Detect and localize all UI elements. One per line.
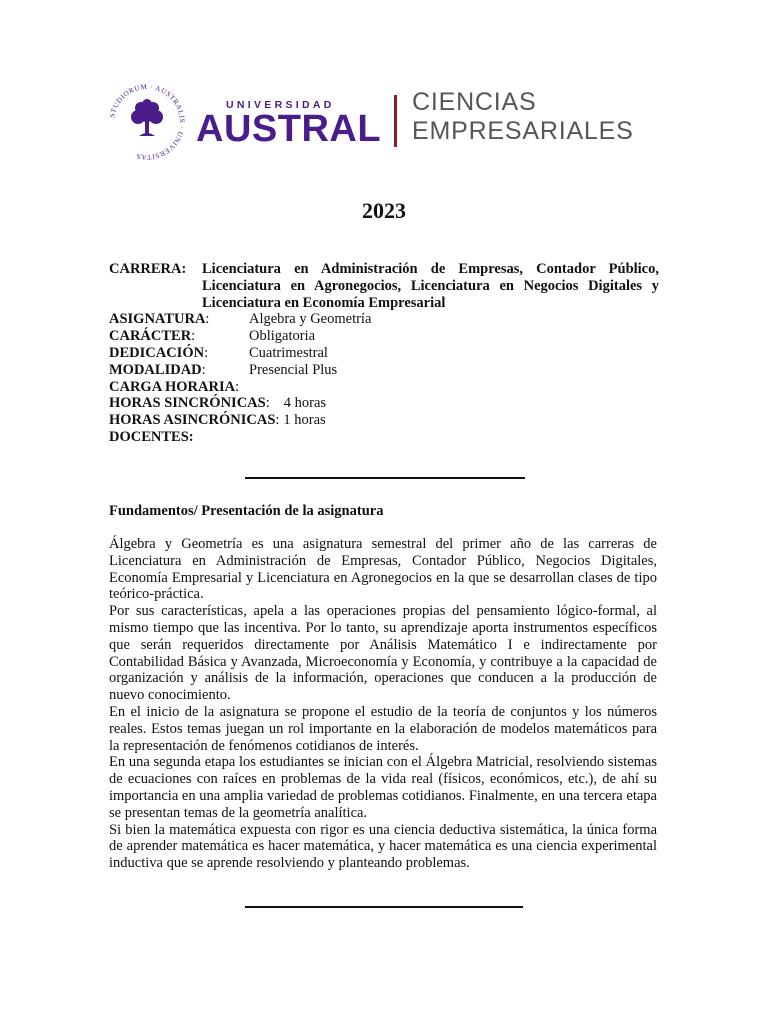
horas-sincronicas-row: HORAS SINCRÓNICAS : 4 horas [109, 395, 327, 412]
university-name: AUSTRAL [196, 108, 382, 150]
caracter-label: CARÁCTER [109, 328, 192, 345]
horas-asincronicas-value: 1 horas [283, 412, 326, 429]
paragraph: Si bien la matemática expuesta con rigor es una ciencia deductiva sistemática, la única forma de aprender matemática es hacer matemática, y hacer matemática es una ciencia experimental inductiva que se aprende resolviendo y planteando problemas. [109, 821, 657, 872]
asignatura-row: ASIGNATURA: Algebra y Geometría [109, 311, 372, 328]
divider-rule-top [245, 477, 525, 479]
section-body [109, 536, 657, 872]
horas-sincronicas-label: HORAS SINCRÓNICAS [109, 395, 266, 412]
docentes-row [109, 429, 659, 446]
modalidad-value: Presencial Plus [249, 361, 338, 378]
horas-sincronicas-value: 4 horas [283, 395, 327, 412]
dedicacion-value: Cuatrimestral [249, 344, 328, 361]
section-title: Fundamentos/ Presentación de la asignatura [109, 503, 384, 519]
dedicacion-label: DEDICACIÓN [109, 344, 205, 361]
tree-seal-icon [105, 80, 189, 164]
asignatura-value: Algebra y Geometría [249, 311, 372, 328]
paragraph: Álgebra y Geometría es una asignatura semestral del primer año de las carreras de Licenciatura en Administración de Empresas, Contador Público, Negocios Digitales, Economía Empresarial y Licenciatura en Agronegocios en la que se desarrollan clases de tipo teórico-práctica. [109, 536, 657, 603]
horas-asincronicas-label: HORAS ASINCRÓNICAS [109, 412, 276, 429]
seal-text: STUDIORUM · AUSTRALIS · UNIVERSITAS [108, 82, 187, 162]
carga-horaria-label: CARGA HORARIA [109, 378, 236, 395]
faculty-line-2: EMPRESARIALES [412, 117, 634, 145]
logo-seal [105, 80, 189, 164]
modalidad-row: MODALIDAD: Presencial Plus [109, 361, 338, 378]
paragraph: Por sus características, apela a las operaciones propias del pensamiento lógico-formal, al mismo tiempo que las incentiva. Por lo tanto, su aprendizaje aporta instrumentos específicos que serán requeridos directamente por Análisis Matemático I e indirectamente por Contabilidad Básica y Avanzada, Microeconomía y Economía, y contribuye a la capacidad de organización y análisis de la información, operaciones que conducen a la producción de nuevo conocimiento. [109, 603, 657, 704]
docentes-label: DOCENTES: [109, 428, 194, 445]
asignatura-label: ASIGNATURA [109, 311, 206, 328]
header-divider [394, 95, 397, 147]
faculty-line-1: CIENCIAS [412, 88, 537, 116]
carrera-row [109, 261, 659, 311]
dedicacion-row: DEDICACIÓN: Cuatrimestral [109, 344, 328, 361]
modalidad-label: MODALIDAD [109, 361, 202, 378]
paragraph: En el inicio de la asignatura se propone el estudio de la teoría de conjuntos y los números reales. Estos temas juegan un rol importante en la elaboración de modelos matemáticos para la representación de fenómenos cotidianos de interés. [109, 703, 657, 754]
divider-rule-bottom [245, 906, 523, 908]
paragraph: En una segunda etapa los estudiantes se inician con el Álgebra Matricial, resolviendo sistemas de ecuaciones con raíces en problemas de la vida real (físicos, económicos, etc.), de ahí su importancia en una amplia variedad de problemas cotidianos. Finalmente, en una tercera etapa se presentan temas de la geometría analítica. [109, 754, 657, 821]
faculty-name [412, 88, 634, 146]
caracter-value: Obligatoria [249, 328, 316, 345]
course-metadata [109, 261, 659, 446]
university-small-label: UNIVERSIDAD [226, 99, 335, 111]
carrera-label: CARRERA: [109, 261, 187, 277]
carrera-value: Licenciatura en Administración de Empresas, Contador Público, Licenciatura en Agronegocios, Licenciatura en Negocios Digitales y Licenciatura en Economía Empresarial [202, 261, 659, 311]
horas-asincronicas-row: HORAS ASINCRÓNICAS : 1 horas [109, 412, 326, 429]
caracter-row: CARÁCTER: Obligatoria [109, 328, 316, 345]
year-heading: 2023 [362, 198, 406, 223]
carga-horaria-row: CARGA HORARIA : [109, 378, 240, 395]
